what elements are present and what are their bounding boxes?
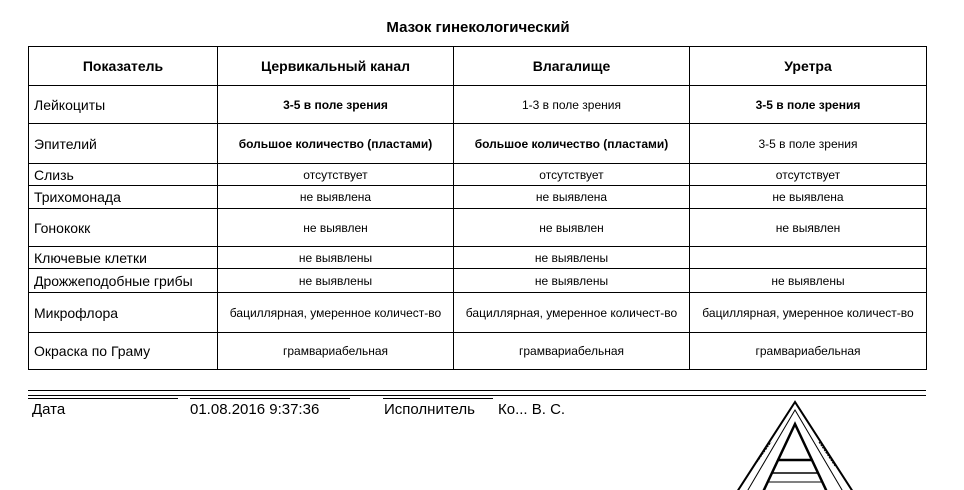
column-header-urethra: Уретра — [690, 47, 927, 86]
table-cell: не выявлена — [218, 186, 454, 209]
row-label: Эпителий — [29, 124, 218, 164]
table-cell: грамвариабельная — [218, 333, 454, 370]
row-label: Слизь — [29, 164, 218, 186]
table-cell: не выявлен — [690, 209, 927, 247]
date-label-underline — [28, 398, 178, 399]
performer-value: Ко... В. С. — [498, 401, 566, 418]
table-cell: не выявлены — [690, 269, 927, 293]
date-value: 01.08.2016 9:37:36 — [190, 401, 320, 418]
table-cell: 1-3 в поле зрения — [454, 86, 690, 124]
table-row — [29, 293, 927, 333]
table-cell — [690, 247, 927, 269]
performer-label: Исполнитель — [384, 401, 475, 418]
date-value-underline — [190, 398, 350, 399]
table-cell: не выявлена — [690, 186, 927, 209]
table-cell: отсутствует — [690, 164, 927, 186]
table-row — [29, 269, 927, 293]
column-header-cervical-canal: Цервикальный канал — [218, 47, 454, 86]
date-label: Дата — [32, 401, 66, 418]
table-cell: не выявлен — [454, 209, 690, 247]
footer-divider-bottom — [28, 395, 926, 396]
table-cell: большое количество (пластами) — [218, 124, 454, 164]
table-cell: 3-5 в поле зрения — [690, 86, 927, 124]
row-label: Ключевые клетки — [29, 247, 218, 269]
row-label: Трихомонада — [29, 186, 218, 209]
row-label: Микрофлора — [29, 293, 218, 333]
column-header-vagina: Влагалище — [454, 47, 690, 86]
table-header-row — [29, 47, 927, 86]
table-row — [29, 164, 927, 186]
table-cell: бациллярная, умеренное количест-во — [454, 293, 690, 333]
row-label: Гонококк — [29, 209, 218, 247]
document-title: Мазок гинекологический — [386, 19, 570, 36]
table-row — [29, 86, 927, 124]
table-row — [29, 124, 927, 164]
footer-divider-top — [28, 390, 926, 391]
table-cell: бациллярная, умеренное количест-во — [218, 293, 454, 333]
table-cell: отсутствует — [454, 164, 690, 186]
column-header-parameter: Показатель — [29, 47, 218, 86]
results-table — [28, 46, 927, 370]
table-row — [29, 209, 927, 247]
table-cell: не выявлены — [454, 269, 690, 293]
table-cell: 3-5 в поле зрения — [218, 86, 454, 124]
table-cell: 3-5 в поле зрения — [690, 124, 927, 164]
table-cell: не выявлена — [454, 186, 690, 209]
row-label: Лейкоциты — [29, 86, 218, 124]
table-row — [29, 333, 927, 370]
table-cell: не выявлены — [218, 247, 454, 269]
row-label: Окраска по Граму — [29, 333, 218, 370]
table-cell: не выявлен — [218, 209, 454, 247]
table-row — [29, 186, 927, 209]
performer-label-underline — [383, 398, 493, 399]
table-cell: бациллярная, умеренное количест-во — [690, 293, 927, 333]
table-row — [29, 247, 927, 269]
table-cell: не выявлены — [454, 247, 690, 269]
table-cell: грамвариабельная — [454, 333, 690, 370]
stamp-icon — [737, 400, 857, 490]
table-cell: грамвариабельная — [690, 333, 927, 370]
table-cell: не выявлены — [218, 269, 454, 293]
row-label: Дрожжеподобные грибы — [29, 269, 218, 293]
table-cell: большое количество (пластами) — [454, 124, 690, 164]
table-cell: отсутствует — [218, 164, 454, 186]
